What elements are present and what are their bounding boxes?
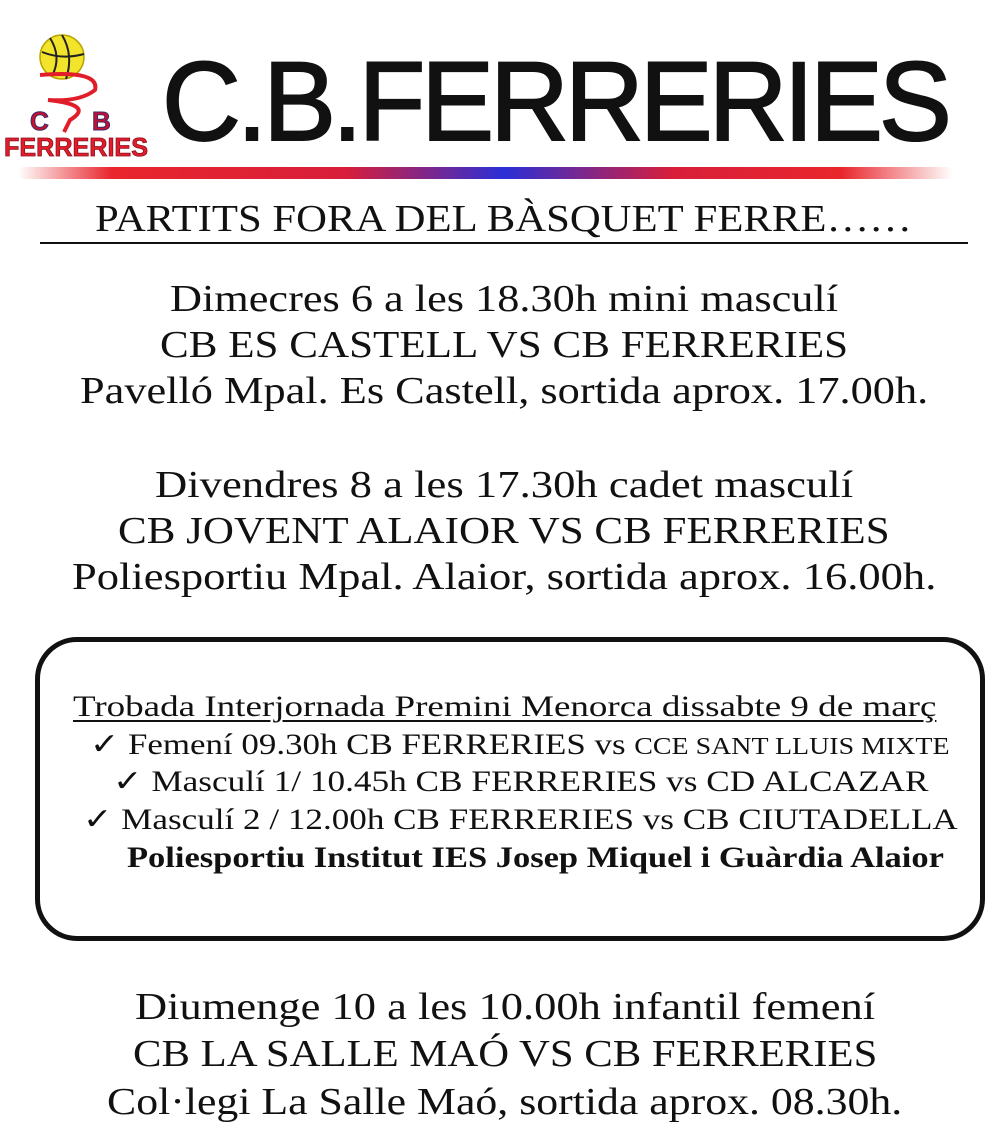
trobada-item-opponent: CD ALCAZAR	[706, 765, 929, 798]
match-1-venue: Pavelló Mpal. Es Castell, sortida aprox. 17.00h.	[80, 370, 929, 412]
page-title: C.B.FERRERIES	[162, 39, 948, 164]
check-icon: ✓	[90, 728, 120, 761]
trobada-item-opponent: CCE SANT LLUIS MIXTE	[634, 734, 950, 760]
trobada-item-text: Femení 09.30h CB FERRERIES vs	[127, 728, 635, 761]
divider	[40, 242, 968, 244]
trobada-item-2	[113, 767, 928, 797]
logo-c: C	[30, 106, 49, 136]
trobada-item-text: Masculí 1/ 10.45h CB FERRERIES vs	[151, 765, 707, 798]
check-icon: ✓	[113, 765, 143, 798]
trobada-venue: Poliesportiu Institut IES Josep Miquel i Guàrdia Alaior	[127, 841, 944, 874]
match-1-when: Dimecres 6 a les 18.30h mini masculí	[170, 278, 839, 320]
match-3-teams: CB LA SALLE MAÓ VS CB FERRERIES	[133, 1033, 878, 1075]
color-gradient-bar	[18, 167, 953, 179]
match-2-when: Divendres 8 a les 17.30h cadet masculí	[155, 464, 854, 506]
match-2-teams: CB JOVENT ALAIOR VS CB FERRERIES	[118, 510, 890, 552]
logo-b: B	[92, 106, 111, 136]
match-2-venue: Poliesportiu Mpal. Alaior, sortida aprox. 16.00h.	[72, 556, 937, 598]
match-1-teams: CB ES CASTELL VS CB FERRERIES	[160, 324, 849, 366]
trobada-item-1	[90, 730, 950, 760]
match-3-when: Diumenge 10 a les 10.00h infantil femení	[135, 986, 876, 1028]
check-icon: ✓	[83, 803, 113, 836]
club-logo	[0, 30, 160, 165]
logo-club-name: FERRERIES	[4, 132, 148, 162]
trobada-heading: Trobada Interjornada Premini Menorca dissabte 9 de març	[73, 690, 937, 723]
trobada-item-text: Masculí 2 / 12.00h CB FERRERIES vs	[121, 803, 683, 836]
subtitle: PARTITS FORA DEL BÀSQUET FERRE……	[95, 198, 912, 240]
trobada-item-opponent: CB CIUTADELLA	[682, 803, 958, 836]
trobada-item-3	[83, 805, 958, 835]
match-3-venue: Col·legi La Salle Maó, sortida aprox. 08.30h.	[107, 1081, 903, 1123]
